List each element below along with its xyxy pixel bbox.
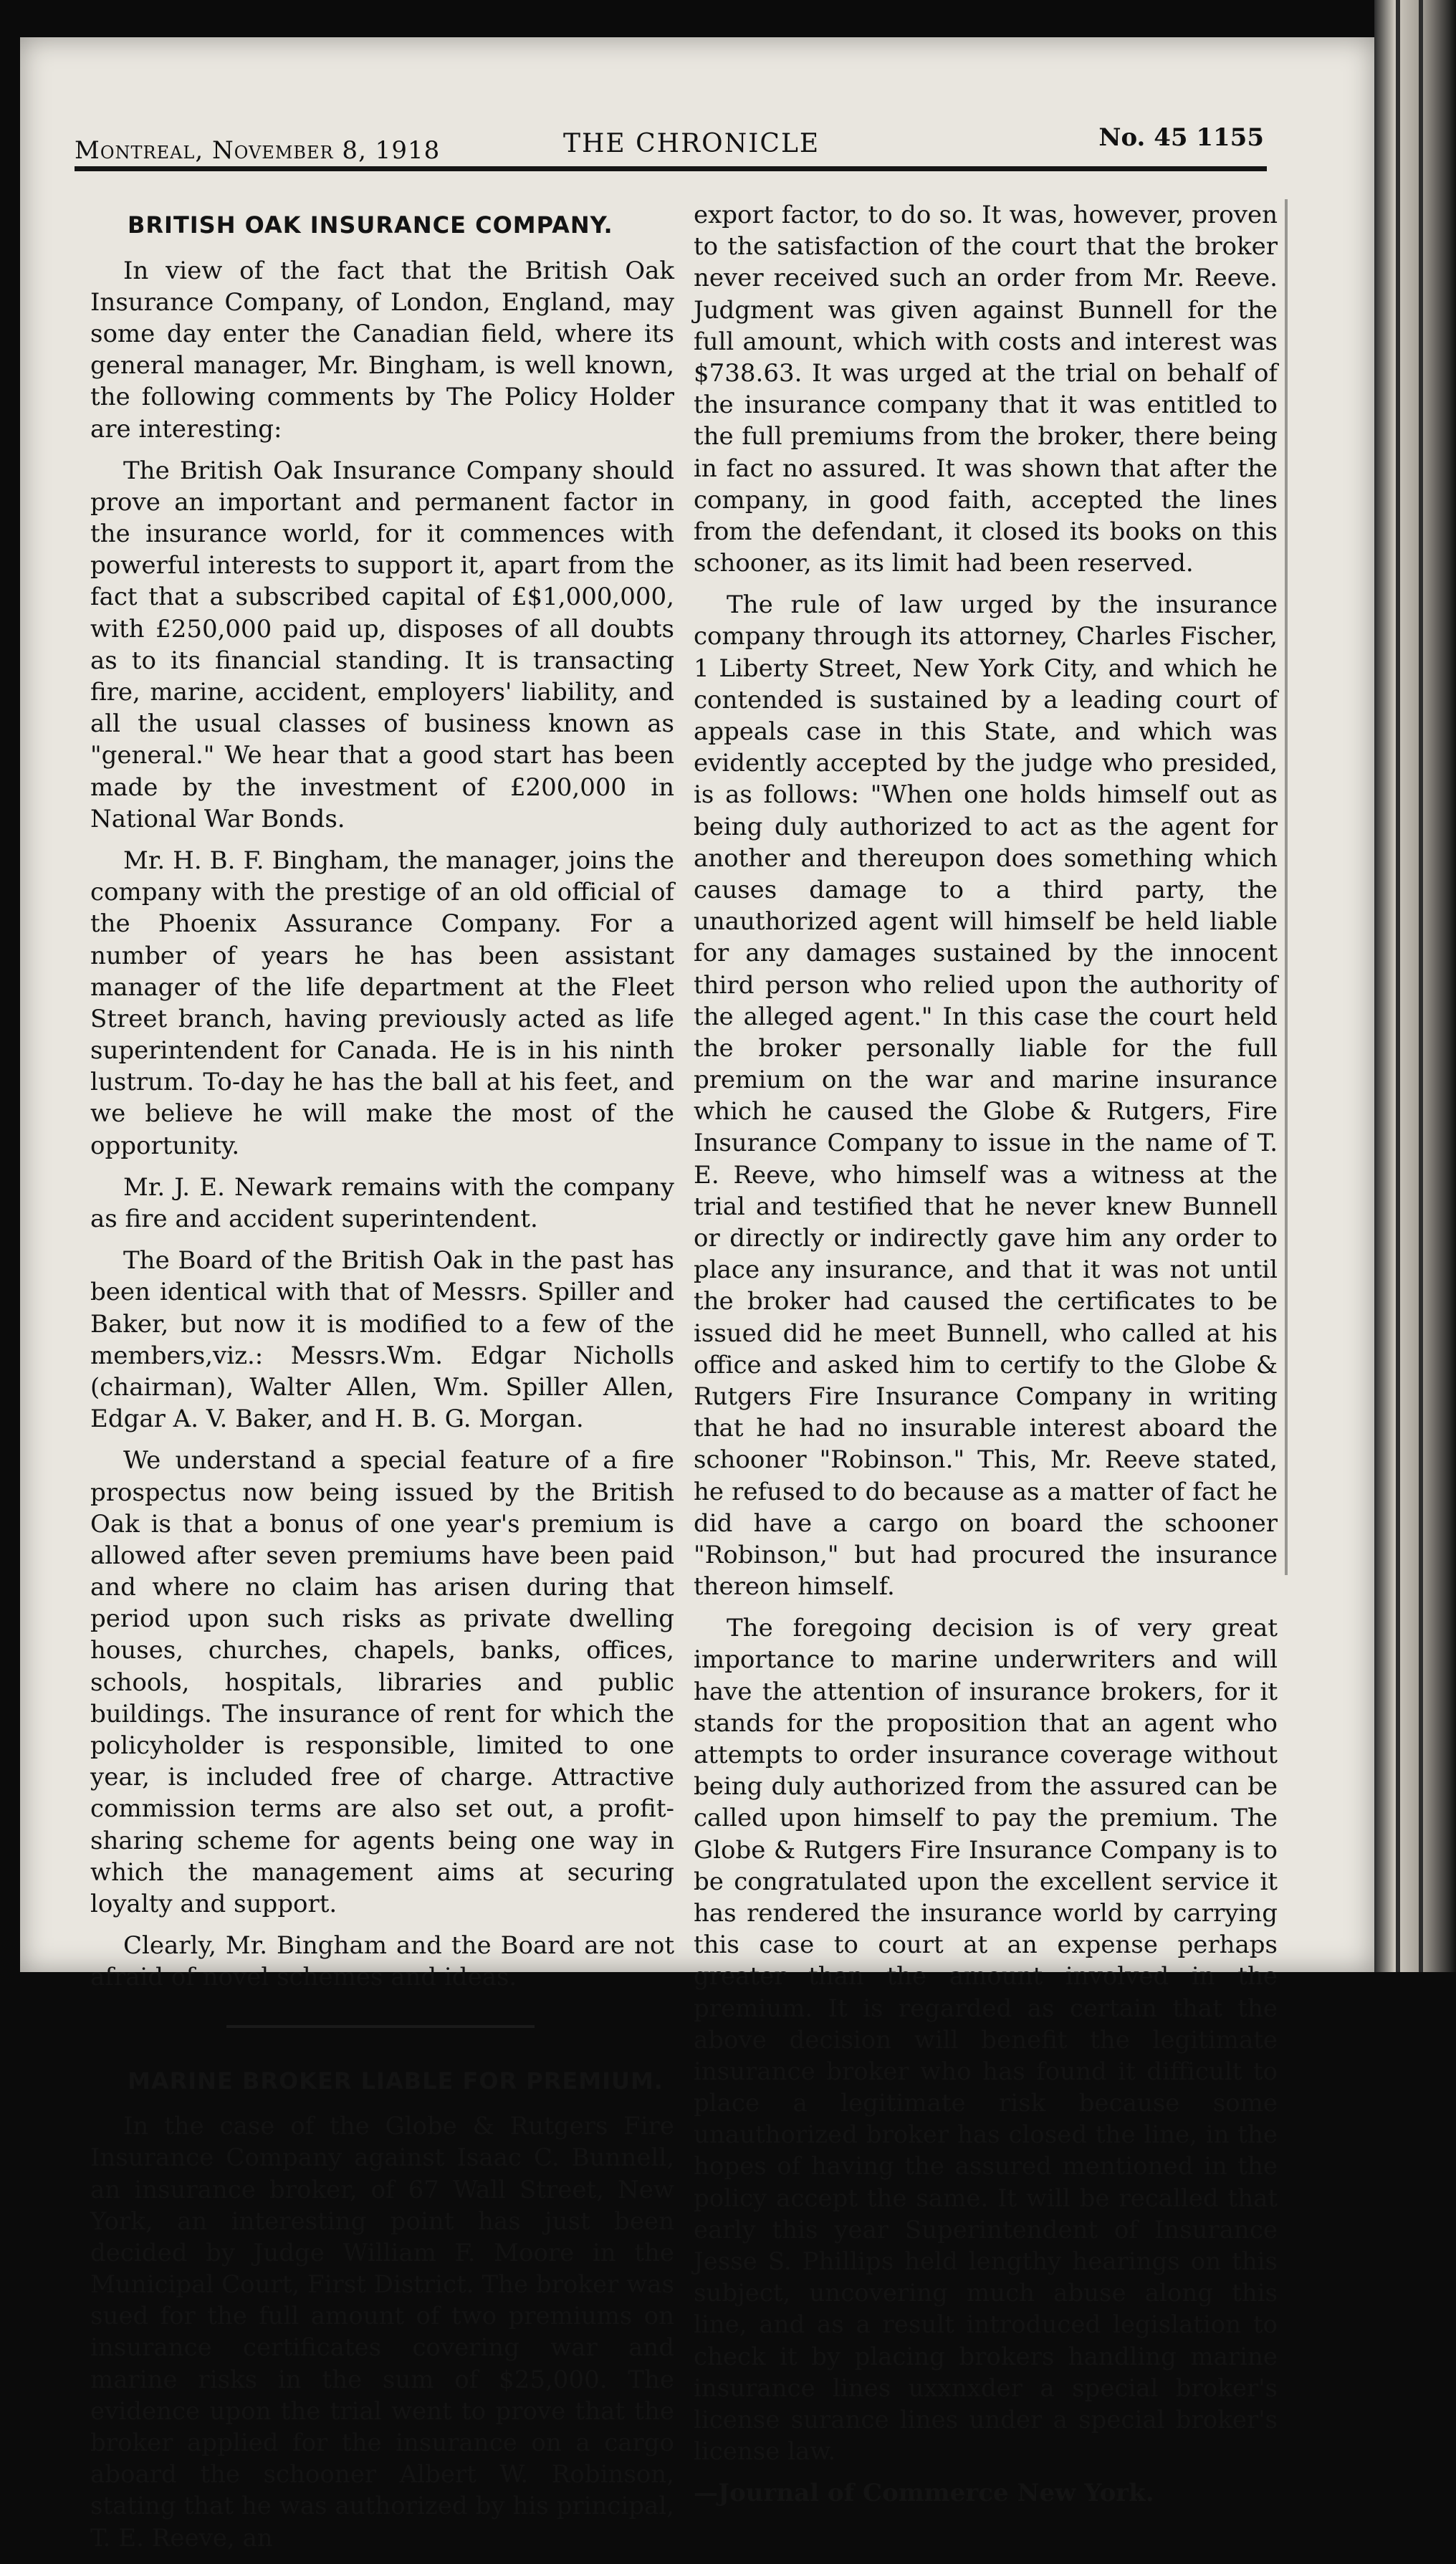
paragraph: Clearly, Mr. Bingham and the Board are not afraid of novel schemes and ideas.	[90, 1931, 674, 1992]
right-column	[694, 199, 1278, 2520]
paragraph-continued: export factor, to do so. It was, however, proven to the satisfaction of the court that the broker never received such an order from Mr. Reeve. Judgment was given against Bunnell for the full amount, which with costs and interest was $738.63. It was urged at the trial on behalf of the insurance company that it was entitled to the full premiums from the broker, there being in fact no assured. It was shown that after the company, in good faith, accepted the lines from the defendant, it closed its books on this schooner, as its limit had been reserved.	[694, 201, 1278, 578]
paragraph: The Board of the British Oak in the past has been identical with that of Messrs. Spiller and Baker, but now it is modified to a few of the members,viz.: Messrs.Wm. Edgar Nicholls (chairman), Walter Allen, Wm. Spiller Allen, Edgar A. V. Baker, and H. B. G. Morgan.	[90, 1246, 674, 1434]
article-divider	[226, 2025, 535, 2028]
publication-title: THE CHRONICLE	[563, 129, 820, 158]
page-header	[75, 99, 1264, 165]
book-binding-edge	[1374, 0, 1456, 1972]
source-attribution: —Journal of Commerce New York.	[694, 2479, 1154, 2508]
paragraph: We understand a special feature of a fire prospectus now being issued by the British Oak is that a bonus of one year's premium is allowed after seven premiums have been paid and where no claim has arisen during that period upon such risks as private dwelling houses, churches, chapels, banks, offices, schools, hospitals, libraries and public buildings. The insurance of rent for which the policyholder is responsible, limited to one year, is included free of charge. Attractive commission terms are also set out, a profit-sharing scheme for agents being one way in which the management aims at securing loyalty and support.	[90, 1446, 674, 1918]
binding-strip	[1419, 0, 1423, 1972]
issue-date: Montreal, November 8, 1918	[75, 136, 441, 165]
paragraph: The foregoing decision is of very great importance to marine underwriters and will have the attention of insurance brokers, for it stands for the proposition that an agent who attempts to order insurance coverage without being duly authorized from the assured can be called upon himself to pay the premium. The Globe & Rutgers Fire Insurance Company is to be congratulated upon the excellent service it has rendered the insurance world by carrying this case to court at an expense perhaps greater than the amount involved in the premium. It is regarded as certain that the above decision will benefit the legitimate insurance broker who has found it difficult to place a legitimate risk because some unauthorized broker has closed the line, in the hopes of having the assured mentioned in the policy accept the same. It will be recalled that early this year Superintendent of Insurance Jesse S. Phillips held lengthy hearings on this subject, uncovering much abuse along this line, and as a result introduced legislation to check it by placing brokers handling marine insurance lines uxxnxder a special broker's license surance lines under a special broker's license law.	[694, 1614, 1278, 2467]
article-title-british-oak: BRITISH OAK INSURANCE COMPANY.	[128, 211, 613, 239]
page-number: No. 45 1155	[1098, 123, 1264, 152]
paragraph: In view of the fact that the British Oak Insurance Company, of London, England, may some day enter the Canadian field, where its general manager, Mr. Bingham, is well known, the following comments by The Policy Holder are interesting:	[90, 256, 674, 444]
left-column	[90, 204, 674, 2564]
paragraph: The British Oak Insurance Company should prove an important and permanent factor in the insurance world, for it commences with powerful interests to support it, apart from the fact that a subscribed capital of £$1,000,000, with £250,000 paid up, disposes of all doubts as to its financial standing. It is transacting fire, marine, accident, employers' liability, and all the usual classes of business known as "general." We hear that a good start has been made by the investment of £200,000 in National War Bonds.	[90, 456, 674, 833]
article-title-marine-broker: MARINE BROKER LIABLE FOR PREMIUM.	[128, 2067, 664, 2095]
paragraph: Mr. H. B. F. Bingham, the manager, joins the company with the prestige of an old official of the Phoenix Assurance Company. For a number of years he has been assistant manager of the life department at the Fleet Street branch, having previously acted as life superintendent for Canada. He is in his ninth lustrum. To-day he has the ball at his feet, and we believe he will make the most of the opportunity.	[90, 846, 674, 1160]
header-rule	[75, 166, 1267, 171]
paragraph: The rule of law urged by the insurance company through its attorney, Charles Fischer, 1 Liberty Street, New York City, and which he contended is sustained by a leading court of appeals case in this State, and which was evidently accepted by the judge who presided, is as follows: "When one holds himself out as being duly authorized to act as the agent for another and thereupon does something which causes damage to a third party, the unauthorized agent will himself be held liable for any damages sustained by the innocent third person who relied upon the authority of the alleged agent." In this case the court held the broker personally liable for the full premium on the war and marine insurance which he caused the Globe & Rutgers, Fire Insurance Company to issue in the name of T. E. Reeve, who himself was a witness at the trial and testified that he never knew Bunnell or directly or indirectly gave him any order to place any insurance, and that it was not until the broker had caused the certificates to be issued did he meet Bunnell, who called at his office and asked him to certify to the Globe & Rutgers Fire Insurance Company in writing that he had no insurable interest aboard the schooner "Robinson." This, Mr. Reeve stated, he refused to do because as a matter of fact he did have a cargo on board the schooner "Robinson," but had procured the insurance thereon himself.	[694, 590, 1278, 1602]
scanned-page	[20, 37, 1374, 2553]
binding-strip	[1396, 0, 1400, 1972]
paragraph: Mr. J. E. Newark remains with the company as fire and accident superintendent.	[90, 1172, 674, 1234]
column-edge-mark	[1285, 199, 1288, 1575]
paragraph: In the case of the Globe & Rutgers Fire Insurance Company against Isaac C. Bunnell, an insurance broker, of 67 Wall Street, New York, an interesting point has just been decided by Judge William F. Moore in the Municipal Court, First District. The broker was sued for the full amount of two premiums on insurance certificates covering war and marine risks in the sum of $25,000. The evidence upon the trial went to prove that the broker applied for the insurance on a cargo aboard the schooner Albert W. Robinson, stating that he was authorized by his principal, T. E. Reeve, an	[90, 2112, 674, 2553]
